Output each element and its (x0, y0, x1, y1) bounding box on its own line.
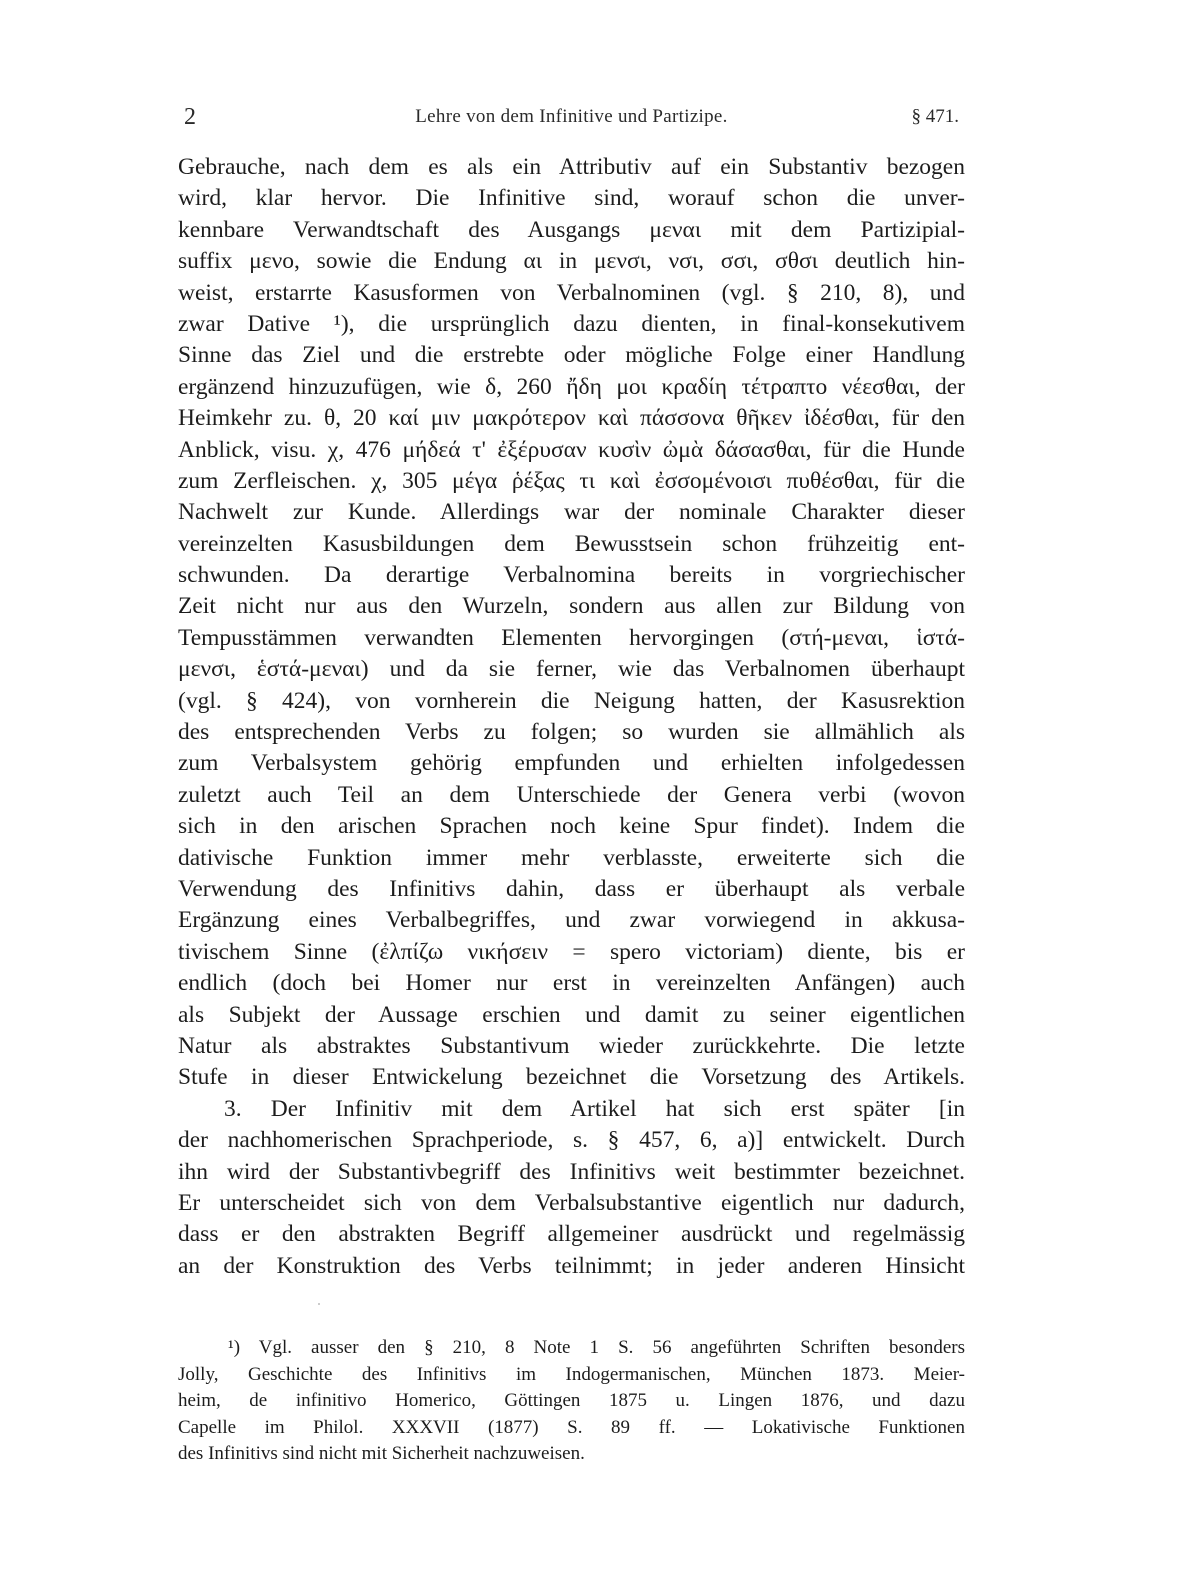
text-line: Nachwelt zur Kunde. Allerdings war der nominale Charakter dieser (178, 499, 965, 526)
text-line: schwunden. Da derartige Verbalnomina bereits in vorgriechischer (178, 562, 965, 589)
text-line: sich in den arischen Sprachen noch keine Spur findet). Indem die (178, 813, 965, 840)
text-line: des entsprechenden Verbs zu folgen; so wurden sie allmählich als (178, 719, 965, 746)
text-line: zum Zerfleischen. χ, 305 μέγα ῥέξας τι καὶ ἐσσομένοισι πυθέσθαι, für die (178, 467, 965, 494)
text-line: kennbare Verwandtschaft des Ausgangs μεναι mit dem Partizipial- (178, 216, 965, 243)
text-line: (vgl. § 424), von vornherein die Neigung hatten, der Kasusrektion (178, 687, 965, 714)
text-line: ergänzend hinzuzufügen, wie δ, 260 ἤδη μοι κραδίη τέτραπτο νέεσθαι, der (178, 373, 965, 400)
text-line: Verwendung des Infinitivs dahin, dass er überhaupt als verbale (178, 875, 965, 902)
text-line: ihn wird der Substantivbegriff des Infinitivs weit bestimmter bezeichnet. (178, 1158, 965, 1185)
text-line: Tempusstämmen verwandten Elementen hervorgingen (στή-μεναι, ἱστά- (178, 624, 965, 651)
footnote-line: Jolly, Geschichte des Infinitivs im Indogermanischen, München 1873. Meier- (178, 1363, 965, 1385)
text-line: der nachhomerischen Sprachperiode, s. § 457, 6, a)] entwickelt. Durch (178, 1127, 965, 1154)
text-line: zwar Dative ¹), die ursprünglich dazu dienten, in final-konsekutivem (178, 310, 965, 337)
text-line: endlich (doch bei Homer nur erst in vereinzelten Anfängen) auch (178, 970, 965, 997)
text-line: weist, erstarrte Kasusformen von Verbalnominen (vgl. § 210, 8), und (178, 279, 965, 306)
text-line: zuletzt auch Teil an dem Unterschiede der Genera verbi (wovon (178, 781, 965, 808)
text-line: μενσι, ἑστά-μεναι) und da sie ferner, wie das Verbalnomen überhaupt (178, 656, 965, 683)
text-line: wird, klar hervor. Die Infinitive sind, worauf schon die unver- (178, 185, 965, 212)
text-line: Natur als abstraktes Substantivum wieder zurückkehrte. Die letzte (178, 1032, 965, 1059)
text-line: an der Konstruktion des Verbs teilnimmt; in jeder anderen Hinsicht (178, 1252, 965, 1279)
footnote-line: des Infinitivs sind nicht mit Sicherheit nachzuweisen. (178, 1443, 585, 1465)
running-header (178, 104, 965, 134)
footnote-line: heim, de infinitivo Homerico, Göttingen 1875 u. Lingen 1876, und dazu (178, 1390, 965, 1412)
text-line: Heimkehr zu. θ, 20 καί μιν μακρότερον καὶ πάσσονα θῆκεν ἰδέσθαι, für den (178, 405, 965, 432)
text-line: Zeit nicht nur aus den Wurzeln, sondern aus allen zur Bildung von (178, 593, 965, 620)
text-line: Sinne das Ziel und die erstrebte oder mögliche Folge einer Handlung (178, 342, 965, 369)
footnotes (178, 1335, 965, 1468)
text-line: zum Verbalsystem gehörig empfunden und erhielten infolgedessen (178, 750, 965, 777)
section-number: § 471. (911, 106, 959, 127)
text-line: Stufe in dieser Entwickelung bezeichnet die Vorsetzung des Artikels. (178, 1064, 965, 1091)
text-line: tivischem Sinne (ἐλπίζω νικήσειν = spero victoriam) diente, bis er (178, 938, 965, 965)
body-text (178, 152, 965, 1282)
text-line: Anblick, visu. χ, 476 μήδεά τ' ἐξέρυσαν κυσὶν ὠμὰ δάσασθαι, für die Hunde (178, 436, 965, 463)
text-line: vereinzelten Kasusbildungen dem Bewusstsein schon frühzeitig ent- (178, 530, 965, 557)
page-number: 2 (184, 104, 196, 130)
text-line: als Subjekt der Aussage erschien und damit zu seiner eigentlichen (178, 1001, 965, 1028)
text-line: suffix μενο, sowie die Endung αι in μενσι, νσι, σσι, σθσι deutlich hin- (178, 248, 965, 275)
text-line: Ergänzung eines Verbalbegriffes, und zwar vorwiegend in akkusa- (178, 907, 965, 934)
text-line: dativische Funktion immer mehr verblasste, erweiterte sich die (178, 844, 965, 871)
text-line: 3. Der Infinitiv mit dem Artikel hat sich erst später [in (224, 1095, 965, 1122)
footnote-line: ¹) Vgl. ausser den § 210, 8 Note 1 S. 56 angeführten Schriften besonders (228, 1337, 965, 1358)
text-line: Er unterscheidet sich von dem Verbalsubstantive eigentlich nur dadurch, (178, 1189, 965, 1216)
running-title: Lehre von dem Infinitive und Partizipe. (415, 106, 728, 127)
text-line: Gebrauche, nach dem es als ein Attributiv auf ein Substantiv bezogen (178, 154, 965, 180)
footnote-divider (318, 1303, 320, 1305)
footnote-line: Capelle im Philol. XXXVII (1877) S. 89 ff. — Lokativische Funktionen (178, 1416, 965, 1438)
text-line: dass er den abstrakten Begriff allgemeiner ausdrückt und regelmässig (178, 1221, 965, 1248)
